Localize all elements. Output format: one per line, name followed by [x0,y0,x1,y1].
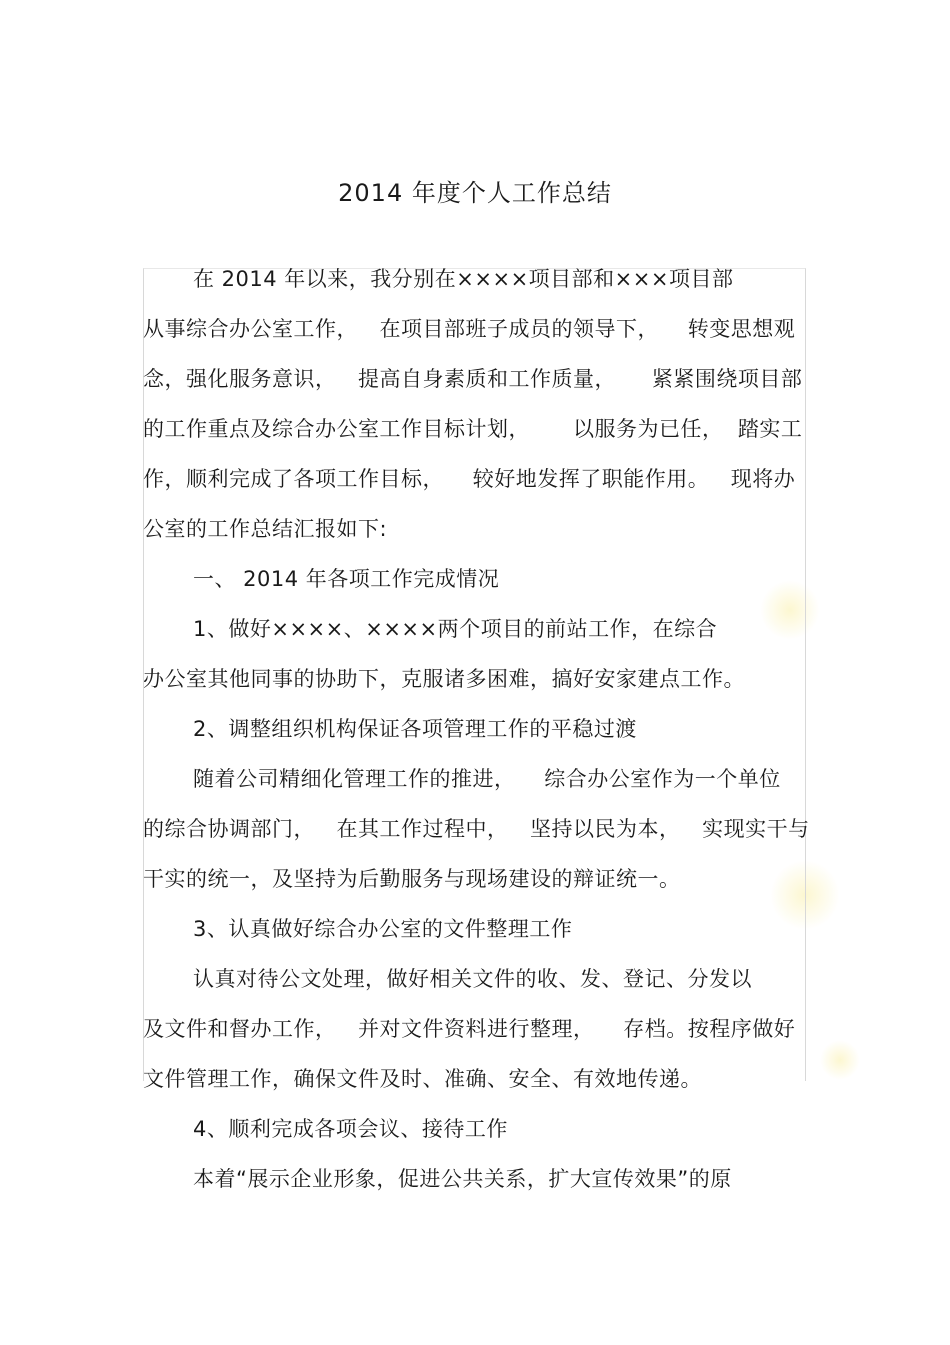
body-line: 的综合协调部门， 在其工作过程中， 坚持以民为本， 实现实干与 [143,817,810,841]
body-line: 在 2014 年以来，我分别在××××项目部和×××项目部 [193,267,734,291]
document-title: 2014 年度个人工作总结 [338,179,612,207]
body-line: 文件管理工作，确保文件及时、准确、安全、有效地传递。 [143,1067,702,1091]
body-line: 干实的统一，及坚持为后勤服务与现场建设的辩证统一。 [143,867,681,891]
body-line: 及文件和督办工作， 并对文件资料进行整理， 存档。按程序做好 [143,1017,796,1041]
body-line: 认真对待公文处理，做好相关文件的收、发、登记、分发以 [193,967,752,991]
body-line: 作，顺利完成了各项工作目标， 较好地发挥了职能作用。 现将办 [143,467,796,491]
section-heading: 一、 2014 年各项工作完成情况 [193,567,500,591]
item-heading: 2、调整组织机构保证各项管理工作的平稳过渡 [193,717,637,741]
body-line: 办公室其他同事的协助下，克服诸多困难，搞好安家建点工作。 [143,667,745,691]
body-line: 的工作重点及综合办公室工作目标计划， 以服务为已任， 踏实工 [143,417,803,441]
paper-speck [820,1040,860,1080]
body-line: 从事综合办公室工作， 在项目部班子成员的领导下， 转变思想观 [143,317,796,341]
body-line: 念，强化服务意识， 提高自身素质和工作质量， 紧紧围绕项目部 [143,367,803,391]
body-line: 公室的工作总结汇报如下: [143,517,388,541]
body-line: 本着“展示企业形象，促进公共关系，扩大宣传效果”的原 [193,1167,732,1191]
body-line: 随着公司精细化管理工作的推进， 综合办公室作为一个单位 [193,767,781,791]
item-heading: 4、顺利完成各项会议、接待工作 [193,1117,508,1141]
item-heading: 3、认真做好综合办公室的文件整理工作 [193,917,573,941]
item-heading: 1、做好××××、××××两个项目的前站工作，在综合 [193,617,718,641]
